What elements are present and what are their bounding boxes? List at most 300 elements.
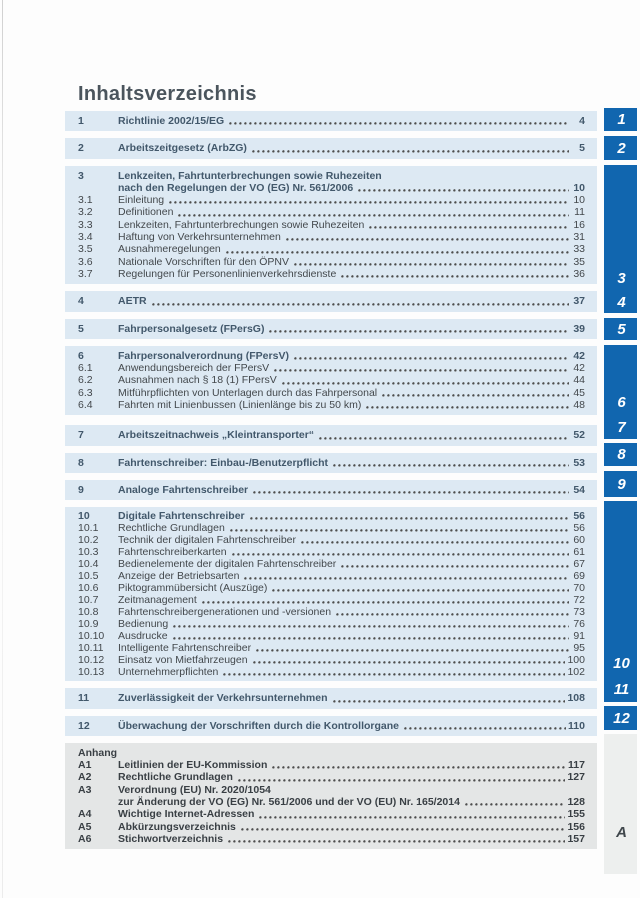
entry-body — [118, 642, 585, 654]
toc-entry-8 — [78, 457, 585, 469]
entry-line-2 — [118, 182, 585, 194]
entry-title: Ausnahmen nach § 18 (1) FPersV — [118, 374, 277, 387]
entry-title: Abkürzungsverzeichnis — [118, 820, 236, 833]
entry-line — [118, 692, 585, 704]
thumb-tab-label: 8 — [617, 446, 626, 463]
entry-title: Einleitung — [118, 194, 165, 207]
entry-body — [118, 429, 585, 441]
entry-page-number: 4 — [579, 115, 585, 127]
entry-body — [118, 720, 585, 732]
entry-page-number: 37 — [573, 295, 585, 308]
entry-number: 10.10 — [78, 630, 105, 643]
entry-line — [118, 362, 585, 374]
toc-entry-3.6 — [78, 256, 585, 268]
entry-body — [118, 630, 585, 642]
toc-entry-7 — [78, 429, 585, 441]
dot-leader — [294, 357, 569, 360]
toc-entry-10 — [78, 510, 585, 522]
entry-page-number: 61 — [573, 546, 585, 559]
dot-leader — [341, 565, 569, 568]
entry-line — [118, 546, 585, 558]
entry-body — [118, 399, 585, 411]
entry-line — [118, 570, 585, 582]
entry-line — [118, 594, 585, 606]
entry-number: 10.2 — [78, 534, 99, 547]
entry-title: Zuverlässigkeit der Verkehrsunternehmen — [118, 692, 328, 705]
entry-page-number: 100 — [567, 654, 585, 667]
toc-entry-3.4 — [78, 231, 585, 243]
entry-title: Bedienelemente der digitalen Fahrtenschreiber — [118, 558, 337, 571]
entry-number: 4 — [78, 295, 84, 308]
entry-body — [118, 362, 585, 374]
toc-entry-1 — [78, 115, 585, 127]
toc-entry-3.7 — [78, 268, 585, 280]
toc-entry-10.8 — [78, 606, 585, 618]
entry-title: Haftung von Verkehrsunternehmen — [118, 231, 281, 244]
entry-page-number: 33 — [573, 243, 585, 256]
entry-title-continued: nach den Regelungen der VO (EG) Nr. 561/2006 — [118, 181, 354, 194]
entry-page-number: 48 — [573, 399, 585, 412]
toc-entry-A5 — [78, 821, 585, 833]
entry-number: 3.5 — [78, 243, 93, 256]
dot-leader — [382, 394, 569, 397]
entry-body — [118, 206, 585, 218]
entry-line — [118, 194, 585, 206]
entry-line — [118, 256, 585, 268]
thumb-tab-9 — [604, 471, 637, 497]
toc-entry-6 — [78, 350, 585, 362]
dot-leader — [358, 189, 569, 192]
toc-entry-10.6 — [78, 582, 585, 594]
entry-page-number: 53 — [573, 456, 585, 469]
entry-number: 7 — [78, 429, 84, 442]
toc-entry-A6 — [78, 833, 585, 845]
entry-page-number: 155 — [567, 808, 585, 821]
entry-line — [118, 429, 585, 441]
dot-leader — [274, 369, 569, 372]
toc-entry-A1 — [78, 759, 585, 771]
dot-leader — [228, 840, 565, 843]
toc-block-7 — [65, 425, 597, 445]
table-of-contents — [65, 111, 597, 856]
entry-body — [118, 654, 585, 666]
thumb-tab-label: 1 — [617, 111, 626, 128]
entry-page-number: 16 — [573, 218, 585, 231]
toc-entry-10.10 — [78, 630, 585, 642]
dot-leader — [333, 464, 569, 467]
entry-page-number: 10 — [573, 194, 585, 207]
thumb-tab-10 — [604, 501, 637, 677]
thumb-tab-1 — [604, 108, 637, 131]
entry-number: 6.1 — [78, 362, 93, 375]
entry-line — [118, 115, 585, 127]
dot-leader — [226, 251, 569, 254]
dot-leader — [272, 589, 569, 592]
entry-number: A5 — [78, 820, 92, 833]
entry-title: Digitale Fahrtenschreiber — [118, 510, 245, 523]
entry-body — [118, 570, 585, 582]
entry-number: 5 — [78, 322, 84, 335]
entry-number: A2 — [78, 771, 92, 784]
entry-line — [118, 350, 585, 362]
entry-page-number: 10 — [573, 181, 585, 194]
entry-page-number: 36 — [573, 267, 585, 280]
entry-line — [118, 243, 585, 255]
entry-title: Verordnung (EU) Nr. 2020/1054 — [118, 783, 271, 796]
thumb-tab-label: 3 — [617, 270, 626, 287]
dot-leader — [286, 238, 569, 241]
entry-number: 1 — [78, 115, 84, 127]
entry-body — [118, 833, 585, 845]
entry-line — [118, 231, 585, 243]
entry-title: Richtlinie 2002/15/EG — [118, 115, 225, 127]
entry-title: Ausnahmeregelungen — [118, 243, 221, 256]
entry-line — [118, 630, 585, 642]
toc-entry-3.2 — [78, 206, 585, 218]
toc-entry-3.5 — [78, 243, 585, 255]
entry-line — [118, 821, 585, 833]
entry-line — [118, 654, 585, 666]
entry-number: 10.9 — [78, 618, 99, 631]
entry-number: 6 — [78, 349, 84, 362]
entry-title: Fahrtenschreiberkarten — [118, 546, 227, 559]
entry-number: 6.3 — [78, 386, 93, 399]
thumb-tab-11 — [604, 676, 637, 702]
thumb-tab-label: 6 — [617, 394, 626, 411]
entry-line — [118, 268, 585, 280]
entry-body — [118, 219, 585, 231]
entry-title: Zeitmanagement — [118, 594, 197, 607]
entry-body — [118, 256, 585, 268]
entry-number: 10.6 — [78, 582, 99, 595]
dot-leader — [202, 601, 569, 604]
toc-entry-3.3 — [78, 219, 585, 231]
entry-body — [118, 457, 585, 469]
entry-number: 11 — [78, 692, 90, 705]
entry-number: A4 — [78, 808, 92, 821]
dot-leader — [152, 303, 569, 306]
entry-title: Lenkzeiten, Fahrtunterbrechungen sowie Ruhezeiten — [118, 169, 382, 182]
entry-number: 10.5 — [78, 570, 99, 583]
entry-number: 3.4 — [78, 231, 93, 244]
entry-title: Bedienung — [118, 618, 169, 631]
thumb-tab-label: 2 — [617, 139, 626, 157]
entry-number: 10.8 — [78, 606, 99, 619]
entry-title: Stichwortverzeichnis — [118, 832, 224, 845]
thumb-tab-label: 10 — [613, 655, 630, 672]
entry-page-number: 156 — [567, 820, 585, 833]
entry-body — [118, 606, 585, 618]
thumb-tab-12 — [604, 706, 637, 730]
entry-line — [118, 323, 585, 335]
entry-page-number: 72 — [573, 594, 585, 607]
entry-title: Fahrpersonalverordnung (FPersV) — [118, 349, 289, 362]
entry-line — [118, 484, 585, 496]
entry-page-number: 35 — [573, 255, 585, 268]
toc-entry-6.3 — [78, 387, 585, 399]
thumb-tab-8 — [604, 443, 637, 466]
entry-page-number: 108 — [567, 692, 585, 705]
dot-leader — [341, 275, 569, 278]
entry-page-number: 52 — [573, 429, 585, 442]
entry-number: 6.2 — [78, 374, 93, 387]
entry-body — [118, 387, 585, 399]
dot-leader — [465, 803, 566, 806]
entry-line — [118, 558, 585, 570]
entry-line — [118, 833, 585, 845]
dot-leader — [333, 700, 566, 703]
entry-number: 10.13 — [78, 666, 105, 679]
entry-page-number: 42 — [573, 349, 585, 362]
entry-line — [118, 784, 585, 796]
dot-leader — [173, 637, 569, 640]
toc-entry-11 — [78, 692, 585, 704]
entry-title: Regelungen für Personenlinienverkehrsdienste — [118, 267, 337, 280]
entry-body — [118, 142, 585, 154]
entry-body — [118, 582, 585, 594]
entry-number: 10.12 — [78, 654, 105, 667]
toc-entry-10.2 — [78, 534, 585, 546]
toc-entry-6.4 — [78, 399, 585, 411]
entry-body — [118, 522, 585, 534]
entry-title: Einsatz von Mietfahrzeugen — [118, 654, 248, 667]
toc-block-6 — [65, 346, 597, 415]
entry-page-number: 31 — [573, 231, 585, 244]
entry-line — [118, 399, 585, 411]
entry-body — [118, 821, 585, 833]
entry-page-number: 11 — [574, 206, 585, 219]
thumb-tab-label: 12 — [613, 709, 630, 727]
toc-entry-A2 — [78, 771, 585, 783]
entry-title-continued: zur Änderung der VO (EG) Nr. 561/2006 und der VO (EU) Nr. 165/2014 — [118, 796, 460, 809]
entry-line — [118, 522, 585, 534]
toc-entry-2 — [78, 142, 585, 154]
entry-page-number: 95 — [573, 642, 585, 655]
entry-page-number: 127 — [567, 771, 585, 784]
toc-entry-10.9 — [78, 618, 585, 630]
dot-leader — [336, 613, 569, 616]
dot-leader — [369, 226, 569, 229]
entry-page-number: 45 — [573, 386, 585, 399]
entry-title: AETR — [118, 295, 147, 308]
entry-number: 2 — [78, 142, 84, 155]
dot-leader — [294, 263, 569, 266]
entry-number: 3 — [78, 169, 84, 182]
toc-block-11 — [65, 688, 597, 708]
entry-body — [118, 666, 585, 678]
entry-title: Analoge Fahrtenschreiber — [118, 483, 249, 496]
entry-number: A3 — [78, 783, 92, 796]
entry-number: 10.4 — [78, 558, 99, 571]
entry-body — [118, 295, 585, 307]
entry-number: A1 — [78, 759, 92, 772]
dot-leader — [178, 214, 569, 217]
entry-body — [118, 594, 585, 606]
entry-number: 3.3 — [78, 218, 93, 231]
toc-block-5 — [65, 319, 597, 339]
entry-title: Definitionen — [118, 206, 174, 219]
entry-title: Arbeitszeitgesetz (ArbZG) — [118, 142, 247, 155]
entry-number: 8 — [78, 456, 84, 469]
entry-line — [118, 295, 585, 307]
thumb-tab-4 — [604, 292, 637, 313]
toc-block-1 — [65, 111, 597, 131]
entry-body — [118, 268, 585, 280]
toc-entry-3.1 — [78, 194, 585, 206]
toc-entry-10.7 — [78, 594, 585, 606]
thumb-tab-7 — [604, 415, 637, 439]
entry-line — [118, 771, 585, 783]
entry-body — [118, 350, 585, 362]
thumb-tab-2 — [604, 136, 637, 160]
thumb-tab-3 — [604, 165, 637, 292]
entry-title: Lenkzeiten, Fahrtunterbrechungen sowie Ruhezeiten — [118, 218, 365, 231]
entry-line — [118, 170, 585, 182]
entry-line-2 — [118, 796, 585, 808]
toc-entry-A4 — [78, 808, 585, 820]
entry-title: Mitführpflichten von Unterlagen durch das Fahrpersonal — [118, 386, 378, 399]
entry-number: 3.2 — [78, 206, 93, 219]
entry-body — [118, 759, 585, 771]
dot-leader — [269, 330, 569, 333]
dot-leader — [301, 541, 569, 544]
dot-leader — [404, 727, 566, 730]
dot-leader — [282, 382, 569, 385]
entry-body — [118, 784, 585, 809]
dot-leader — [253, 661, 566, 664]
entry-title: Fahrpersonalgesetz (FPersG) — [118, 322, 265, 335]
entry-body — [118, 243, 585, 255]
entry-page-number: 54 — [573, 483, 585, 496]
entry-body — [118, 194, 585, 206]
toc-block-4 — [65, 291, 597, 311]
dot-leader — [169, 201, 569, 204]
entry-line — [118, 387, 585, 399]
thumb-tab-label: 4 — [617, 294, 626, 311]
entry-page-number: 76 — [573, 618, 585, 631]
entry-title: Intelligente Fahrtenschreiber — [118, 642, 252, 655]
dot-leader — [366, 406, 569, 409]
thumb-tab-6 — [604, 345, 637, 415]
entry-line — [118, 606, 585, 618]
dot-leader — [253, 491, 569, 494]
entry-line — [118, 142, 585, 154]
toc-entry-10.11 — [78, 642, 585, 654]
entry-title: Technik der digitalen Fahrtenschreiber — [118, 534, 297, 547]
entry-title: Piktogrammübersicht (Auszüge) — [118, 582, 268, 595]
entry-line — [118, 582, 585, 594]
entry-body — [118, 534, 585, 546]
entry-page-number: 56 — [573, 510, 585, 523]
entry-body — [118, 771, 585, 783]
toc-entry-10.3 — [78, 546, 585, 558]
entry-number: 3.7 — [78, 267, 93, 280]
entry-number: 6.4 — [78, 399, 93, 412]
entry-title: Ausdrucke — [118, 630, 168, 643]
entry-number: 10.1 — [78, 522, 99, 535]
entry-body — [118, 484, 585, 496]
entry-page-number: 117 — [568, 759, 585, 772]
entry-body — [118, 231, 585, 243]
entry-body — [118, 546, 585, 558]
anhang-heading-row — [78, 747, 585, 759]
entry-page-number: 44 — [573, 374, 585, 387]
entry-line — [118, 534, 585, 546]
entry-body — [118, 323, 585, 335]
entry-title: Anzeige der Betriebsarten — [118, 570, 240, 583]
entry-page-number: 67 — [573, 558, 585, 571]
thumb-tab-label: 5 — [617, 320, 626, 338]
entry-number: 3.6 — [78, 255, 93, 268]
dot-leader — [256, 649, 569, 652]
entry-title: Nationale Vorschriften für den ÖPNV — [118, 255, 290, 268]
entry-line — [118, 720, 585, 732]
toc-block-12 — [65, 716, 597, 736]
entry-number: 10.7 — [78, 594, 99, 607]
dot-leader — [272, 766, 566, 769]
entry-page-number: 73 — [573, 606, 585, 619]
toc-entry-3 — [78, 170, 585, 195]
entry-title: Anwendungsbereich der FPersV — [118, 362, 270, 375]
entry-body — [118, 510, 585, 522]
entry-body — [118, 115, 585, 127]
entry-line — [118, 374, 585, 386]
toc-entry-A3 — [78, 784, 585, 809]
entry-page-number: 70 — [573, 582, 585, 595]
entry-line — [118, 457, 585, 469]
entry-body — [118, 618, 585, 630]
entry-line — [118, 642, 585, 654]
thumb-tab-5 — [604, 318, 637, 340]
toc-block-3 — [65, 166, 597, 285]
dot-leader — [241, 828, 566, 831]
entry-page-number: 157 — [567, 832, 585, 845]
entry-line — [118, 666, 585, 678]
entry-page-number: 102 — [567, 666, 585, 679]
entry-line — [118, 219, 585, 231]
toc-entry-6.2 — [78, 374, 585, 386]
thumb-tab-label: 7 — [617, 418, 626, 436]
entry-title: Überwachung der Vorschriften durch die Kontrollorgane — [118, 719, 400, 732]
entry-page-number: 56 — [573, 522, 585, 535]
entry-line — [118, 808, 585, 820]
toc-entry-4 — [78, 295, 585, 307]
toc-entry-6.1 — [78, 362, 585, 374]
entry-body — [118, 558, 585, 570]
page-title: Inhaltsverzeichnis — [78, 83, 257, 105]
entry-title: Wichtige Internet-Adressen — [118, 808, 255, 821]
toc-entry-10.4 — [78, 558, 585, 570]
entry-page-number: 91 — [573, 630, 585, 643]
toc-block-9 — [65, 480, 597, 500]
entry-number: 10.11 — [78, 642, 104, 655]
entry-number: A6 — [78, 832, 92, 845]
dot-leader — [250, 517, 569, 520]
dot-leader — [244, 577, 569, 580]
entry-page-number: 42 — [573, 362, 585, 375]
entry-title: Rechtliche Grundlagen — [118, 522, 225, 535]
entry-page-number: 69 — [573, 570, 585, 583]
entry-title: Fahrtenschreibergenerationen und -versionen — [118, 606, 332, 619]
dot-leader — [252, 150, 569, 153]
thumb-tab-A — [604, 734, 637, 874]
toc-block-8 — [65, 453, 597, 473]
dot-leader — [173, 625, 569, 628]
toc-entry-5 — [78, 323, 585, 335]
toc-block-anhang — [65, 743, 597, 849]
entry-line — [118, 206, 585, 218]
entry-line — [118, 510, 585, 522]
